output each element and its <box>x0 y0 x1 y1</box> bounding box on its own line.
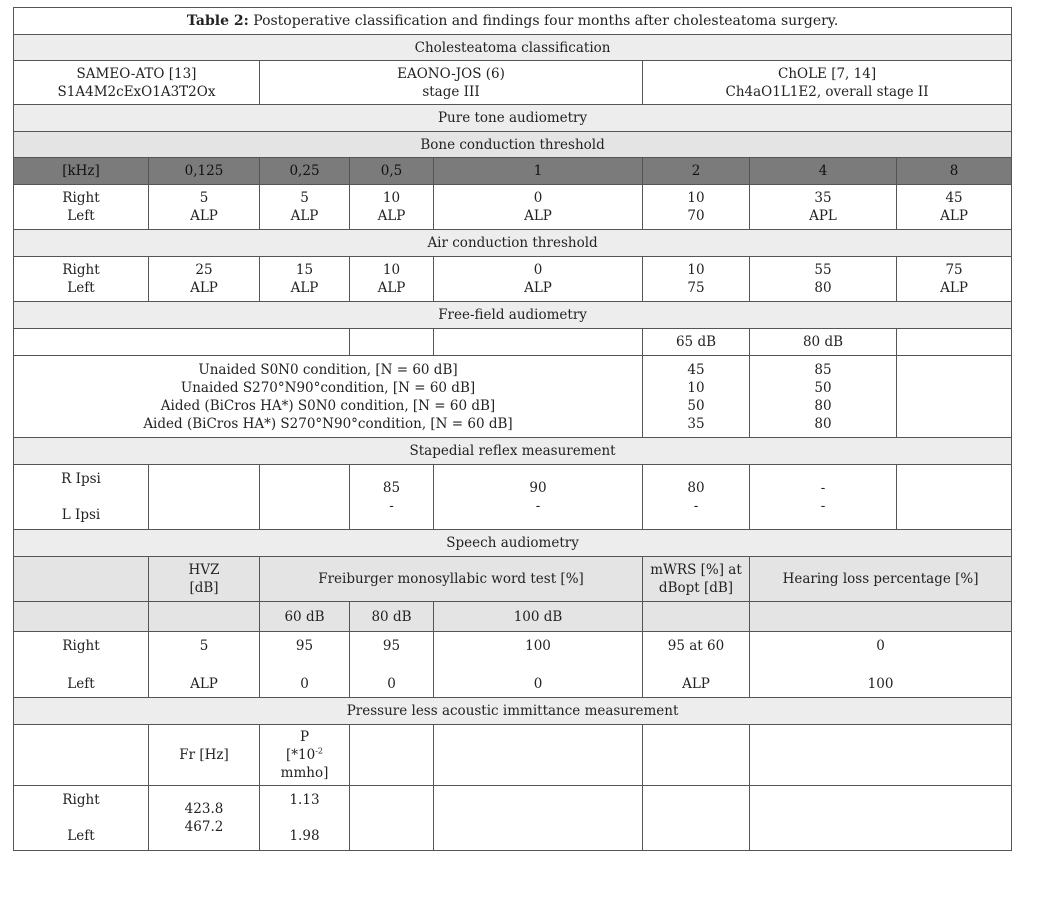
air-left-value: ALP <box>190 280 218 296</box>
section-pta: Pure tone audiometry <box>14 105 1012 132</box>
freefield-65-values <box>643 356 750 438</box>
stapedial-cell <box>434 465 643 530</box>
air-cell <box>350 257 434 302</box>
speech-cell <box>260 632 350 698</box>
bone-left-value: 70 <box>687 208 705 224</box>
empty-cell <box>14 602 149 632</box>
speech-cell <box>750 632 1012 698</box>
ff65-value: 45 <box>687 361 705 378</box>
sameo-name: SAMEO-ATO [13] <box>76 65 197 82</box>
bone-left-value: ALP <box>524 208 552 224</box>
fr-value: 467.2 <box>184 819 224 835</box>
speech-left-value: 0 <box>387 675 396 692</box>
freq-header: [kHz] <box>14 158 149 185</box>
freefield-65-header: 65 dB <box>643 329 750 356</box>
freq-header: 0,5 <box>350 158 434 185</box>
speech-header-row <box>14 557 1012 602</box>
speech-cell <box>643 632 750 698</box>
bone-right-value: 5 <box>300 190 309 206</box>
air-left-value: ALP <box>290 280 319 296</box>
air-cell <box>260 257 350 302</box>
p-unit-tail: mmho] <box>280 765 329 781</box>
bone-right-value: 10 <box>382 190 401 206</box>
right-label: Right <box>62 190 100 206</box>
chole-value: Ch4aO1L1E2, overall stage II <box>725 83 929 100</box>
speech-left-value: ALP <box>190 675 218 692</box>
right-label: Right <box>62 637 100 654</box>
left-label: Left <box>67 828 95 844</box>
immittance-header-row <box>14 725 1012 786</box>
left-label: Left <box>67 675 95 692</box>
stapedial-cell <box>643 465 750 530</box>
l-ipsi-label: L Ipsi <box>61 507 101 523</box>
bone-cell <box>260 185 350 230</box>
speech-cell <box>434 632 643 698</box>
empty-cell <box>643 602 750 632</box>
side-label-cell <box>14 257 149 302</box>
sub-100-header: 100 dB <box>434 602 643 632</box>
hvz-header <box>149 557 260 602</box>
chole-cell <box>643 61 1012 105</box>
condition-label: Unaided S0N0 condition, [N = 60 dB] <box>198 361 458 378</box>
empty-cell <box>350 786 434 851</box>
bone-cell <box>350 185 434 230</box>
right-label: Right <box>62 792 100 808</box>
empty-cell <box>149 602 260 632</box>
p-unit-line <box>264 746 345 764</box>
classification-row <box>14 61 1012 105</box>
stapedial-left-value: - <box>389 498 394 514</box>
section-air: Air conduction threshold <box>14 230 1012 257</box>
sameo-value: S1A4M2cExO1A3T2Ox <box>57 83 216 100</box>
ff80-value: 85 <box>814 361 832 378</box>
p-header <box>260 725 350 786</box>
speech-right-value: 5 <box>199 637 209 654</box>
air-left-value: ALP <box>940 280 968 296</box>
side-label-cell <box>14 632 149 698</box>
p-unit: [*10 <box>286 747 316 763</box>
stapedial-right-value: 85 <box>382 480 401 496</box>
sub-80-header: 80 dB <box>350 602 434 632</box>
left-label: Left <box>67 280 95 296</box>
speech-left-value: 100 <box>867 675 894 692</box>
speech-cell <box>149 632 260 698</box>
p-values <box>260 786 350 851</box>
bone-cell <box>643 185 750 230</box>
title-text: Postoperative classification and findings four months after cholesteatoma surgery. <box>248 13 839 29</box>
freq-header: 0,125 <box>149 158 260 185</box>
side-label-cell <box>14 786 149 851</box>
empty-cell <box>897 356 1012 438</box>
freefield-80-header: 80 dB <box>750 329 897 356</box>
empty-cell <box>643 786 750 851</box>
air-right-value: 55 <box>814 262 832 278</box>
hvz-label: HVZ <box>188 562 220 578</box>
empty-cell <box>14 329 350 356</box>
empty-cell <box>750 602 1012 632</box>
r-ipsi-label: R Ipsi <box>61 471 101 487</box>
air-cell <box>434 257 643 302</box>
findings-table <box>13 7 1012 851</box>
speech-right-value: 0 <box>876 637 885 654</box>
stapedial-right-value: 80 <box>687 480 705 496</box>
air-cell <box>750 257 897 302</box>
fr-header: Fr [Hz] <box>149 725 260 786</box>
air-right-value: 25 <box>195 262 213 278</box>
speech-left-value: 0 <box>300 675 309 692</box>
stapedial-left-value: - <box>693 498 699 514</box>
condition-label: Unaided S270°N90°condition, [N = 60 dB] <box>180 379 476 396</box>
speech-values-row <box>14 632 1012 698</box>
speech-left-value: ALP <box>682 675 710 692</box>
empty-cell <box>434 725 643 786</box>
mwrs-header <box>643 557 750 602</box>
bone-right-value: 35 <box>814 190 832 206</box>
sameo-cell <box>14 61 260 105</box>
empty-cell <box>434 786 643 851</box>
freefield-row <box>14 356 1012 438</box>
immittance-values-row <box>14 786 1012 851</box>
right-label: Right <box>62 262 100 278</box>
bone-cell <box>750 185 897 230</box>
empty-cell <box>350 725 434 786</box>
speech-right-value: 100 <box>525 637 551 654</box>
air-left-value: 75 <box>687 280 705 296</box>
speech-right-value: 95 <box>382 637 401 654</box>
stapedial-right-value: 90 <box>529 480 547 496</box>
stapedial-right-value: - <box>820 480 826 496</box>
freq-header: 4 <box>750 158 897 185</box>
eaono-cell <box>260 61 643 105</box>
freefield-header-row <box>14 329 1012 356</box>
bone-cell <box>434 185 643 230</box>
air-right-value: 10 <box>687 262 705 278</box>
freq-header: 0,25 <box>260 158 350 185</box>
speech-right-value: 95 <box>295 637 314 654</box>
air-left-value: ALP <box>377 280 406 296</box>
stapedial-label-cell <box>14 465 149 530</box>
section-immittance: Pressure less acoustic immittance measurement <box>14 698 1012 725</box>
ff80-value: 50 <box>814 379 832 396</box>
speech-right-value: 95 at 60 <box>667 637 725 654</box>
air-cell <box>643 257 750 302</box>
mwrs-unit: dBopt [dB] <box>658 580 734 596</box>
air-cell <box>897 257 1012 302</box>
air-row <box>14 257 1012 302</box>
stapedial-cell <box>750 465 897 530</box>
empty-cell <box>897 329 1012 356</box>
hlp-header: Hearing loss percentage [%] <box>750 557 1012 602</box>
freefield-conditions <box>14 356 643 438</box>
empty-cell <box>260 465 350 530</box>
section-cholesteatoma: Cholesteatoma classification <box>14 35 1012 61</box>
sub-60-header: 60 dB <box>260 602 350 632</box>
empty-cell <box>750 725 1012 786</box>
freq-header: 8 <box>897 158 1012 185</box>
bone-left-value: APL <box>809 208 837 224</box>
air-right-value: 75 <box>945 262 963 278</box>
ff65-value: 10 <box>687 379 705 396</box>
empty-cell <box>643 725 750 786</box>
condition-label: Aided (BiCros HA*) S0N0 condition, [N = 60 dB] <box>160 397 496 414</box>
bone-right-value: 5 <box>199 190 209 206</box>
empty-cell <box>897 465 1012 530</box>
empty-cell <box>14 557 149 602</box>
p-left-value: 1.98 <box>289 828 320 844</box>
speech-cell <box>350 632 434 698</box>
bone-left-value: ALP <box>290 208 319 224</box>
table-title <box>14 8 1012 35</box>
air-cell <box>149 257 260 302</box>
p-right-value: 1.13 <box>289 792 320 808</box>
stapedial-left-value: - <box>535 498 541 514</box>
bone-cell <box>897 185 1012 230</box>
stapedial-cell <box>350 465 434 530</box>
bone-right-value: 45 <box>945 190 963 206</box>
empty-cell <box>434 329 643 356</box>
empty-cell <box>750 786 1012 851</box>
section-speech: Speech audiometry <box>14 530 1012 557</box>
hvz-unit: [dB] <box>189 580 219 596</box>
bone-right-value: 0 <box>533 190 543 206</box>
chole-name: ChOLE [7, 14] <box>778 65 877 82</box>
section-freefield: Free-field audiometry <box>14 302 1012 329</box>
air-right-value: 0 <box>533 262 543 278</box>
air-right-value: 10 <box>382 262 401 278</box>
left-label: Left <box>67 208 95 224</box>
speech-left-value: 0 <box>533 675 543 692</box>
air-left-value: ALP <box>524 280 552 296</box>
title-row <box>14 8 1012 35</box>
empty-cell <box>14 725 149 786</box>
frequency-header-row <box>14 158 1012 185</box>
bone-left-value: ALP <box>190 208 218 224</box>
bone-right-value: 10 <box>687 190 705 206</box>
freq-header: 2 <box>643 158 750 185</box>
ff65-value: 35 <box>687 415 705 432</box>
fr-values <box>149 786 260 851</box>
empty-cell <box>149 465 260 530</box>
freefield-80-values <box>750 356 897 438</box>
bone-left-value: ALP <box>377 208 406 224</box>
stapedial-left-value: - <box>820 498 826 514</box>
section-stapedial: Stapedial reflex measurement <box>14 438 1012 465</box>
speech-subheader-row <box>14 602 1012 632</box>
ff65-value: 50 <box>687 397 705 414</box>
stapedial-row <box>14 465 1012 530</box>
bone-row <box>14 185 1012 230</box>
air-left-value: 80 <box>814 280 832 296</box>
eaono-name: EAONO-JOS (6) <box>397 65 505 82</box>
ff80-value: 80 <box>814 397 832 414</box>
eaono-value: stage III <box>422 83 480 100</box>
condition-label: Aided (BiCros HA*) S270°N90°condition, [N = 60 dB] <box>143 415 513 432</box>
section-bone: Bone conduction threshold <box>14 132 1012 158</box>
p-label: P <box>299 729 310 745</box>
bone-cell <box>149 185 260 230</box>
mwrs-label: mWRS [%] at <box>650 562 742 578</box>
empty-cell <box>350 329 434 356</box>
p-exponent: -2 <box>315 746 323 756</box>
fr-value: 423.8 <box>184 801 224 817</box>
side-label-cell <box>14 185 149 230</box>
freq-header: 1 <box>434 158 643 185</box>
freiburger-header: Freiburger monosyllabic word test [%] <box>260 557 643 602</box>
air-right-value: 15 <box>295 262 314 278</box>
title-bold: Table 2: <box>186 13 249 29</box>
bone-left-value: ALP <box>940 208 968 224</box>
ff80-value: 80 <box>814 415 832 432</box>
